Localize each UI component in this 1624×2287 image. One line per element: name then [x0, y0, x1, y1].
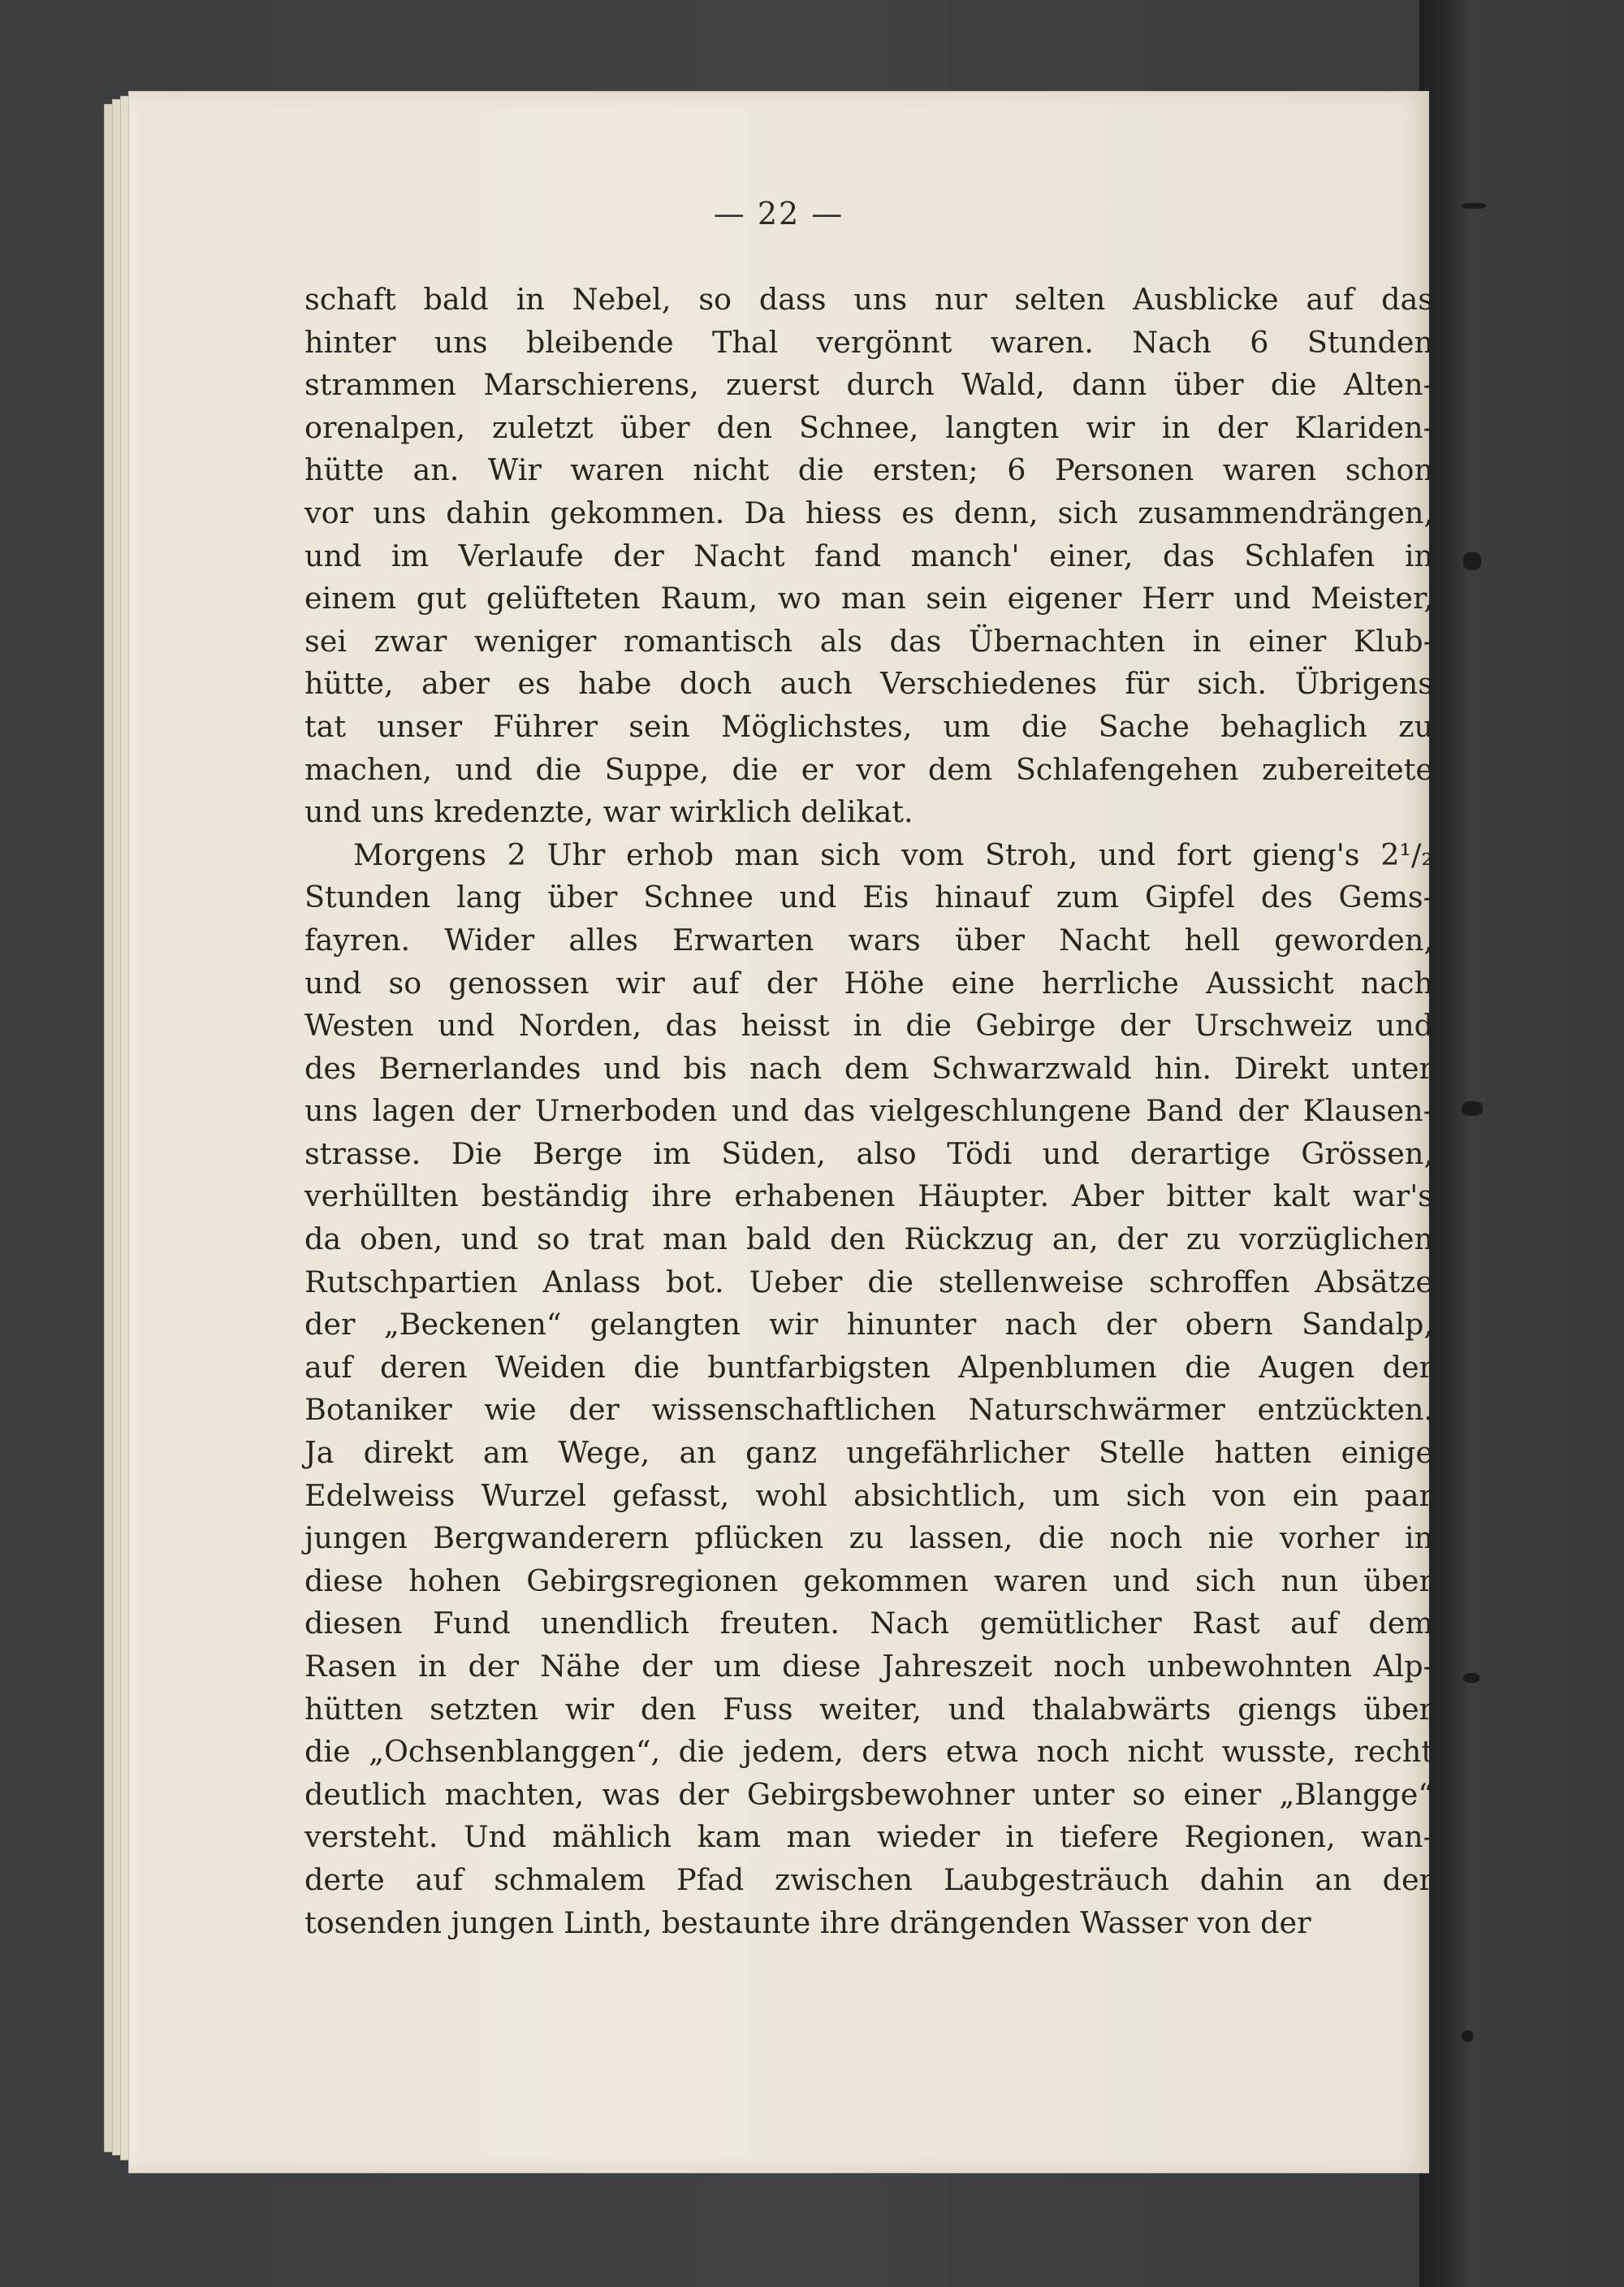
- text-line: des Bernerlandes und bis nach dem Schwarzwald hin. Direkt unter: [304, 1050, 1433, 1086]
- text-line: der „Beckenen“ gelangten wir hinunter nach der obern Sandalp,: [304, 1307, 1433, 1342]
- text-line: und so genossen wir auf der Höhe eine herrliche Aussicht nach: [304, 965, 1433, 1001]
- binding-mark: [1462, 203, 1486, 209]
- text-line: hütte an. Wir waren nicht die ersten; 6 Personen waren schon: [304, 452, 1433, 488]
- text-line: diese hohen Gebirgsregionen gekommen waren und sich nun über: [304, 1563, 1433, 1598]
- text-line: Westen und Norden, das heisst in die Gebirge der Urschweiz und: [304, 1008, 1433, 1044]
- text-line: hinter uns bleibende Thal vergönnt waren. Nach 6 Stunden: [304, 324, 1433, 360]
- text-line: tosenden jungen Linth, bestaunte ihre drängenden Wasser von der: [304, 1904, 1311, 1940]
- text-line: Morgens 2 Uhr erhob man sich vom Stroh, und fort gieng's 2¹/₂: [353, 837, 1433, 872]
- text-line: Ja direkt am Wege, an ganz ungefährlicher Stelle hatten einige: [304, 1435, 1433, 1471]
- text-line: orenalpen, zuletzt über den Schnee, langten wir in der Klariden-: [304, 409, 1433, 445]
- text-line: strammen Marschierens, zuerst durch Wald, dann über die Alten-: [304, 367, 1433, 403]
- binding-mark: [1463, 1673, 1479, 1683]
- text-line: diesen Fund unendlich freuten. Nach gemütlicher Rast auf dem: [304, 1606, 1433, 1641]
- book-page: [128, 91, 1433, 2173]
- text-line: schaft bald in Nebel, so dass uns nur selten Ausblicke auf das: [304, 282, 1433, 317]
- text-line: tat unser Führer sein Möglichstes, um die Sache behaglich zu: [304, 708, 1433, 744]
- text-line: machen, und die Suppe, die er vor dem Schlafengehen zubereitete: [304, 751, 1433, 787]
- text-line: Rasen in der Nähe der um diese Jahreszeit noch unbewohnten Alp-: [304, 1649, 1433, 1684]
- paragraph: [304, 834, 1433, 1944]
- text-line: hütte, aber es habe doch auch Verschiedenes für sich. Übrigens: [304, 666, 1433, 702]
- text-line: vor uns dahin gekommen. Da hiess es denn, sich zusammendrängen,: [304, 495, 1433, 530]
- text-line: Stunden lang über Schnee und Eis hinauf zum Gipfel des Gems-: [304, 880, 1433, 915]
- text-line: und uns kredenzte, war wirklich delikat.: [304, 794, 914, 830]
- text-line: verhüllten beständig ihre erhabenen Häupter. Aber bitter kalt war's: [304, 1178, 1433, 1214]
- text-line: auf deren Weiden die buntfarbigsten Alpenblumen die Augen der: [304, 1349, 1433, 1385]
- binding-mark: [1462, 1101, 1483, 1116]
- binding-mark: [1462, 2030, 1473, 2042]
- binding-mark: [1463, 552, 1481, 570]
- text-line: jungen Bergwanderern pflücken zu lassen, die noch nie vorher in: [304, 1520, 1433, 1556]
- text-line: fayren. Wider alles Erwarten wars über Nacht hell geworden,: [304, 922, 1433, 958]
- text-line: und im Verlaufe der Nacht fand manch' einer, das Schlafen in: [304, 538, 1433, 573]
- text-line: Botaniker wie der wissenschaftlichen Naturschwärmer entzückten.: [304, 1392, 1433, 1428]
- text-line: Rutschpartien Anlass bot. Ueber die stellenweise schroffen Absätze: [304, 1264, 1433, 1299]
- text-line: hütten setzten wir den Fuss weiter, und thalabwärts giengs über: [304, 1691, 1433, 1727]
- text-line: strasse. Die Berge im Süden, also Tödi und derartige Grössen,: [304, 1135, 1433, 1171]
- text-line: deutlich machten, was der Gebirgsbewohner unter so einer „Blangge“: [304, 1776, 1433, 1812]
- text-line: einem gut gelüfteten Raum, wo man sein eigener Herr und Meister,: [304, 581, 1433, 616]
- text-line: da oben, und so trat man bald den Rückzug an, der zu vorzüglichen: [304, 1221, 1433, 1257]
- page-number: — 22 —: [713, 196, 844, 231]
- text-line: uns lagen der Urnerboden und das vielgeschlungene Band der Klausen-: [304, 1093, 1433, 1129]
- text-line: Edelweiss Wurzel gefasst, wohl absichtlich, um sich von ein paar: [304, 1477, 1433, 1513]
- paragraph: [304, 279, 1433, 834]
- text-line: derte auf schmalem Pfad zwischen Laubgesträuch dahin an der: [304, 1861, 1433, 1897]
- text-line: sei zwar weniger romantisch als das Übernachten in einer Klub-: [304, 623, 1433, 659]
- body-text: [304, 279, 1433, 1944]
- text-line: versteht. Und mählich kam man wieder in tiefere Regionen, wan-: [304, 1819, 1433, 1855]
- text-line: die „Ochsenblanggen“, die jedem, ders etwa noch nicht wusste, recht: [304, 1734, 1433, 1770]
